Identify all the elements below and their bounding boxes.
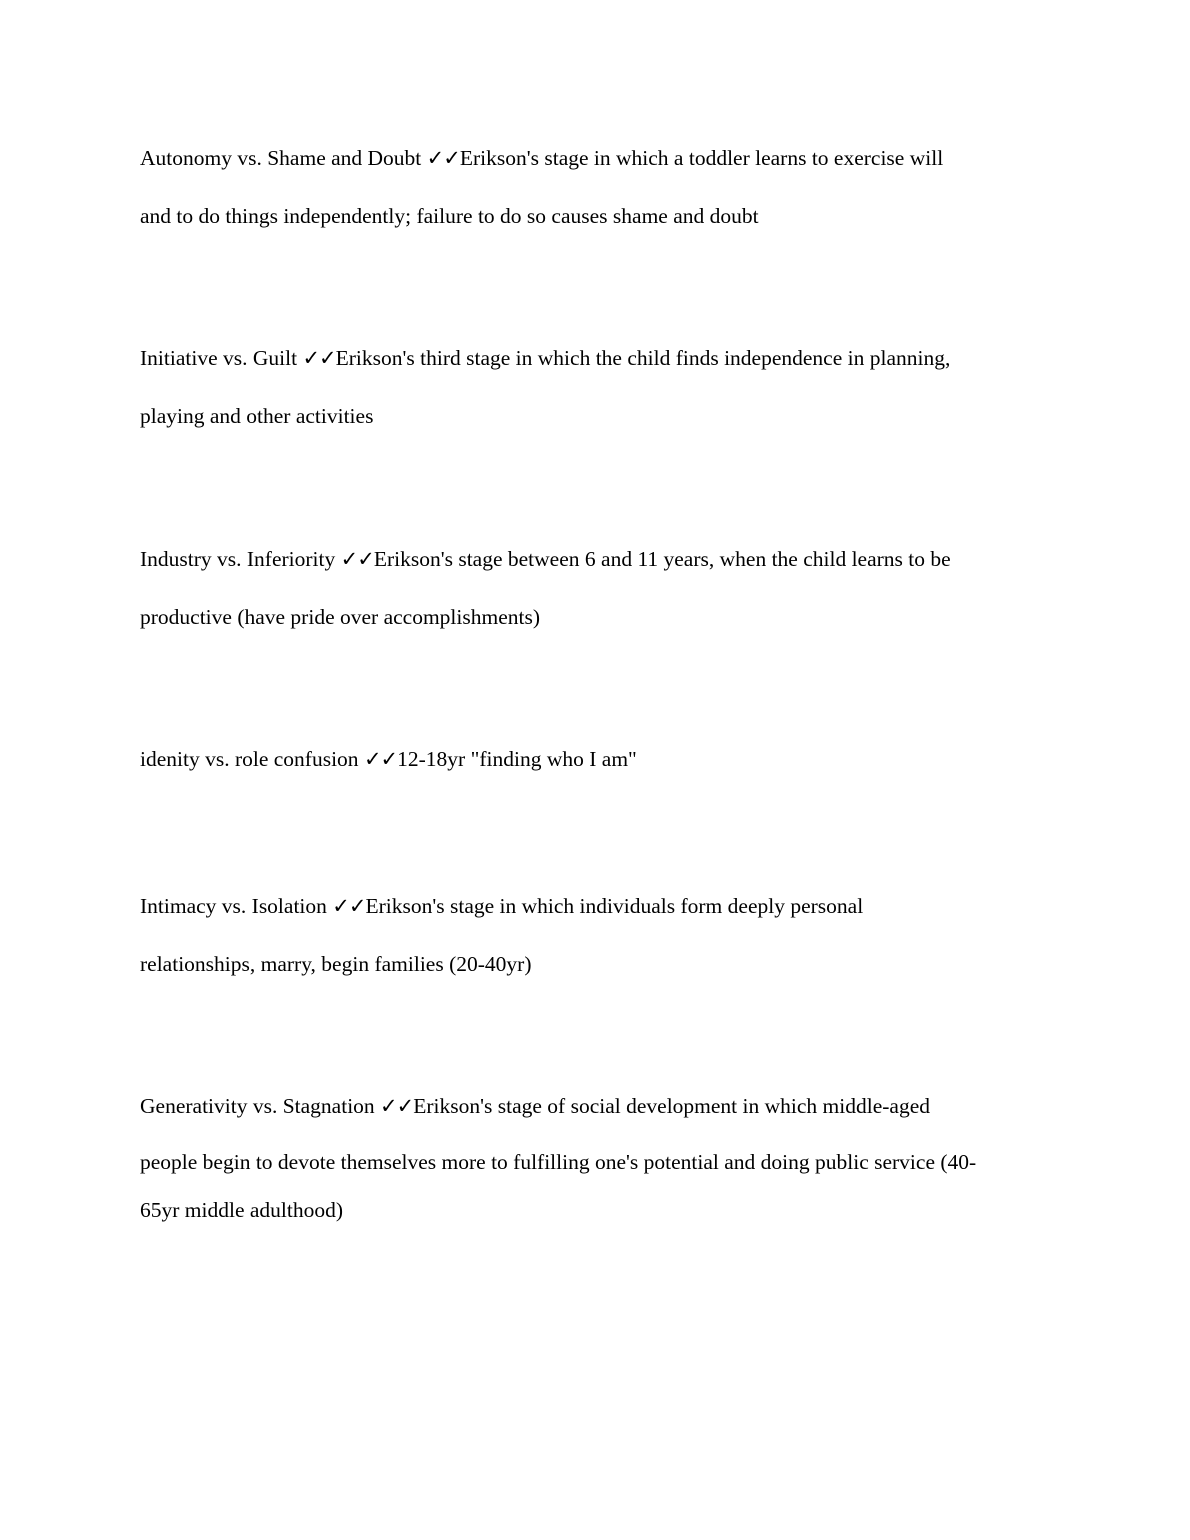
flashcard-entry — [140, 1078, 1055, 1234]
entry-term: Generativity vs. Stagnation — [140, 1094, 381, 1118]
flashcard-entry — [140, 129, 1055, 245]
entry-term: Intimacy vs. Isolation — [140, 894, 333, 918]
entry-definition: Erikson's stage of social development in which middle-aged — [413, 1094, 931, 1118]
entry-definition-continued: people begin to devote themselves more to fulfilling one's potential and doing public service (40- — [140, 1150, 977, 1174]
entry-definition: Erikson's third stage in which the child finds independence in planning, — [335, 346, 951, 370]
flashcard-entry — [140, 530, 1055, 646]
entry-term: Autonomy vs. Shame and Doubt — [140, 146, 427, 170]
entry-term: Industry vs. Inferiority — [140, 547, 341, 571]
double-check-icon: ✓✓ — [380, 1094, 414, 1118]
entry-definition: 12-18yr "finding who I am" — [397, 747, 637, 771]
flashcard-entry — [140, 877, 1055, 993]
double-check-icon: ✓✓ — [332, 894, 366, 918]
double-check-icon: ✓✓ — [302, 346, 336, 370]
double-check-icon: ✓✓ — [340, 547, 374, 571]
double-check-icon: ✓✓ — [363, 747, 398, 771]
entry-definition: Erikson's stage between 6 and 11 years, when the child learns to be — [373, 547, 951, 571]
entry-term: idenity vs. role confusion — [140, 747, 364, 771]
entry-definition: Erikson's stage in which individuals form deeply personal — [365, 894, 864, 918]
flashcard-entry — [140, 329, 1055, 445]
entry-term: Initiative vs. Guilt — [140, 346, 303, 370]
flashcard-entry — [140, 730, 1055, 788]
entry-definition: Erikson's stage in which a toddler learns to exercise will — [459, 146, 944, 170]
entry-definition-continued: productive (have pride over accomplishments) — [140, 605, 540, 629]
entry-definition-continued: playing and other activities — [140, 404, 374, 428]
entry-definition-continued: 65yr middle adulthood) — [140, 1198, 344, 1222]
entry-definition-continued: and to do things independently; failure to do so causes shame and doubt — [140, 204, 759, 228]
entry-definition-continued: relationships, marry, begin families (20-40yr) — [140, 952, 532, 976]
double-check-icon: ✓✓ — [426, 146, 460, 170]
